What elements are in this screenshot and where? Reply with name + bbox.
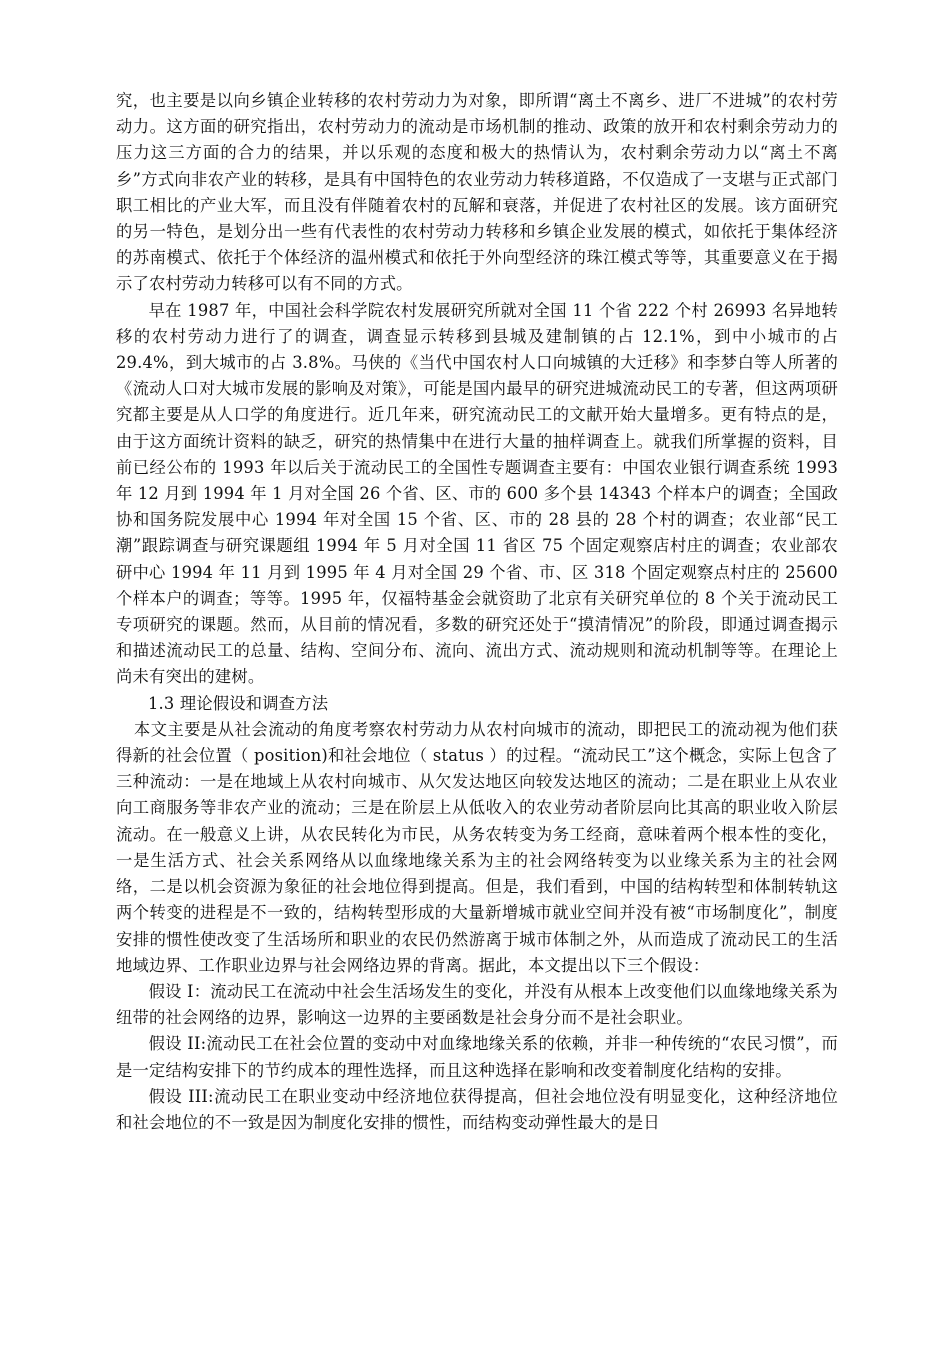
paragraph-hypothesis-1: 假设 I：流动民工在流动中社会生活场发生的变化，并没有从根本上改变他们以血缘地缘关系为纽带的社会网络的边界，影响这一边界的主要函数是社会身分而不是社会职业。 (116, 981, 838, 1028)
section-heading: 1.3 理论假设和调查方法 (148, 693, 329, 713)
paragraph-literature-review: 早在 1987 年，中国社会科学院农村发展研究所就对全国 11 个省 222 个村 26993 名异地转移的农村劳动力进行了的调查，调查显示转移到县城及建制镇的占 12.1%，到中小城市的占 29.4%，到大城市的占 3.8%。马侠的《当代中国农村人口向城镇的大迁移》和李梦白等人所著的《流动人口对大城市发展的影响及对策》，可能是国内最早的研究进城流动民工的专著，但这两项研究都主要是从人口学的角度进行。近几年来，研究流动民工的文献开始大量增多。更有特点的是，由于这方面统计资料的缺乏，研究的热情集中在进行大量的抽样调查上。就我们所掌握的资料，目前已经公布的 1993 年以后关于流动民工的全国性专题调查主要有：中国农业银行调查系统 1993 年 12 月到 1994 年 1 月对全国 26 个省、区、市的 600 多个县 14343 个样本户的调查；全国政协和国务院发展中心 1994 年对全国 15 个省、区、市的 28 县的 28 个村的调查；农业部“民工潮”跟踪调查与研究课题组 1994 年 5 月对全国 11 省区 75 个固定观察店村庄的调查；农业部农研中心 1994 年 11 月到 1995 年 4 月对全国 29 个省、市、区 318 个固定观察点村庄的 25600 个样本户的调查；等等。1995 年，仅福特基金会就资助了北京有关研究单位的 8 个关于流动民工专项研究的课题。然而，从目前的情况看，多数的研究还处于“摸清情况”的阶段，即通过调查揭示和描述流动民工的总量、结构、空间分布、流向、流出方式、流动规则和流动机制等等。在理论上尚未有突出的建树。 (116, 300, 838, 687)
document-page (116, 88, 838, 1136)
paragraph-theory-intro: 本文主要是从社会流动的角度考察农村劳动力从农村向城市的流动，即把民工的流动视为他们获得新的社会位置（ position)和社会地位（ status ）的过程。“流动民工”这个概念，实际上包含了三种流动：一是在地域上从农村向城市、从欠发达地区向较发达地区的流动；二是在职业上从农业向工商服务等非农产业的流动；三是在阶层上从低收入的农业劳动者阶层向比其高的职业收入阶层流动。在一般意义上讲，从农民转化为市民，从务农转变为务工经商，意味着两个根本性的变化，一是生活方式、社会关系网络从以血缘地缘关系为主的社会网络转变为以业缘关系为主的社会网络，二是以机会资源为象征的社会地位得到提高。但是，我们看到，中国的结构转型和体制转轨这两个转变的进程是不一致的，结构转型形成的大量新增城市就业空间并没有被“市场制度化”，制度安排的惯性使改变了生活场所和职业的农民仍然游离于城市体制之外，从而造成了流动民工的生活地域边界、工作职业边界与社会网络边界的背离。据此，本文提出以下三个假设： (116, 719, 838, 975)
paragraph-hypothesis-3: 假设 III:流动民工在职业变动中经济地位获得提高，但社会地位没有明显变化，这种经济地位和社会地位的不一致是因为制度化安排的惯性，而结构变动弹性最大的是日 (116, 1086, 838, 1132)
paragraph-hypothesis-2: 假设 II:流动民工在社会位置的变动中对血缘地缘关系的依赖，并非一种传统的“农民习惯”，而是一定结构安排下的节约成本的理性选择，而且这种选择在影响和改变着制度化结构的安排。 (116, 1034, 838, 1080)
paragraph-continuation: 究，也主要是以向乡镇企业转移的农村劳动力为对象，即所谓“离土不离乡、进厂不进城”的农村劳动力。这方面的研究指出，农村劳动力的流动是市场机制的推动、政策的放开和农村剩余劳动力的压力这三方面的合力的结果，并以乐观的态度和极大的热情认为，农村剩余劳动力以“离土不离乡”方式向非农产业的转移，是具有中国特色的农业劳动力转移道路，不仅造成了一支堪与正式部门职工相比的产业大军，而且没有伴随着农村的瓦解和衰落，并促进了农村社区的发展。该方面研究的另一特色，是划分出一些有代表性的农村劳动力转移和乡镇企业发展的模式，如依托于集体经济的苏南模式、依托于个体经济的温州模式和依托于外向型经济的珠江模式等等，其重要意义在于揭示了农村劳动力转移可以有不同的方式。 (116, 91, 838, 294)
